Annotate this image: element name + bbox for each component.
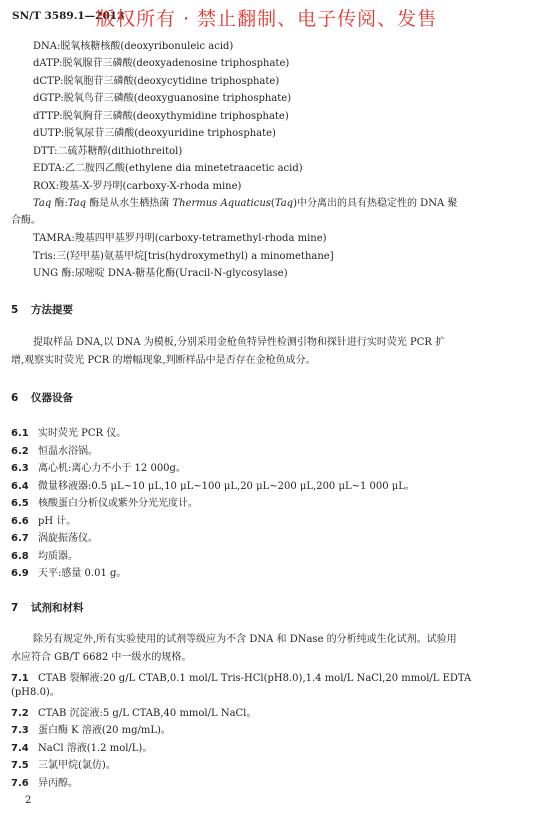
item-number: 7.6 xyxy=(11,778,29,789)
item-text: 蛋白酶 K 溶液(20 mg/mL)。 xyxy=(38,725,171,736)
item-text: 异丙醇。 xyxy=(38,778,78,789)
item-number: 6.7 xyxy=(11,533,29,544)
item-number: 6.8 xyxy=(11,551,29,562)
abbreviation-item: TAMRA:羧基四甲基罗丹明(carboxy-tetramethyl-rhoda mine) xyxy=(33,233,327,244)
list-item xyxy=(11,442,98,457)
item-text: 天平:感量 0.01 g。 xyxy=(38,568,127,579)
list-item xyxy=(11,494,198,509)
item-text: 实时荧光 PCR 仪。 xyxy=(38,428,127,439)
section-title: 方法提要 xyxy=(31,304,73,316)
abbreviation-item: DNA:脱氧核糖核酸(deoxyribonuleic acid) xyxy=(33,41,234,52)
item-text: 均质器。 xyxy=(38,551,78,562)
item-number: 7.1 xyxy=(11,673,29,684)
item-number: 7.5 xyxy=(11,760,29,771)
item-number: 6.6 xyxy=(11,516,29,527)
item-text: pH 计。 xyxy=(38,516,77,527)
paragraph-line: 水应符合 GB/T 6682 中一级水的规格。 xyxy=(11,652,192,663)
item-number: 6.2 xyxy=(11,446,29,457)
section-title: 仪器设备 xyxy=(31,392,73,404)
item-number: 7.3 xyxy=(11,725,29,736)
item-text: CTAB 裂解液:20 g/L CTAB,0.1 mol/L Tris-HCl(pH8.0),1.4 mol/L NaCl,20 mmol/L EDTA xyxy=(38,673,472,684)
abbreviation-item: ROX:羧基-X-罗丹明(carboxy-X-rhoda mine) xyxy=(33,181,242,192)
page-number: 2 xyxy=(25,795,32,806)
item-number: 6.3 xyxy=(11,463,29,474)
taq-text: )中分离出的具有热稳定性的 DNA 聚 xyxy=(293,198,458,209)
copyright-watermark: 版权所有 · 禁止翻制、电子传阅、发售 xyxy=(96,8,438,30)
taq-text: ( xyxy=(270,198,275,209)
list-item xyxy=(11,512,76,527)
section-title: 试剂和材料 xyxy=(31,602,84,614)
abbreviation-item: Tris:三(羟甲基)氨基甲烷[tris(hydroxymethyl) a minomethane] xyxy=(33,251,334,262)
item-text: CTAB 沉淀液:5 g/L CTAB,40 mmol/L NaCl。 xyxy=(38,708,257,719)
paragraph-line: 增,观察实时荧光 PCR 的增幅现象,判断样品中是否存在金枪鱼成分。 xyxy=(11,355,316,366)
species-name: Thermus Aquaticus xyxy=(172,198,271,209)
taq-text: 酶: xyxy=(51,198,68,209)
list-item xyxy=(11,704,256,719)
section-number: 5 xyxy=(11,304,19,316)
abbreviation-item: dCTP:脱氧胞苷三磷酸(deoxycytidine triphosphate) xyxy=(33,76,280,87)
item-text: 核酸蛋白分析仪或紫外分光光度计。 xyxy=(38,498,198,509)
abbreviation-item: dATP:脱氧腺苷三磷酸(deoxyadenosine triphosphate) xyxy=(33,58,290,69)
item-number: 6.4 xyxy=(11,481,29,492)
taq-term: Taq xyxy=(274,198,294,209)
item-number: 6.9 xyxy=(11,568,29,579)
section-heading xyxy=(11,302,73,317)
list-item xyxy=(11,756,116,771)
taq-text: 酶是从水生栖热菌 xyxy=(86,198,173,209)
item-text: NaCl 溶液(1.2 mol/L)。 xyxy=(38,743,153,754)
item-text: 离心机:离心力不小于 12 000g。 xyxy=(38,463,186,474)
item-number: 6.1 xyxy=(11,428,29,439)
list-item xyxy=(11,721,171,736)
paragraph-line: 提取样品 DNA,以 DNA 为模板,分别采用金枪鱼特异性检测引物和探针进行实时荧光 PCR 扩 xyxy=(33,337,446,348)
list-item xyxy=(11,547,78,562)
taq-definition xyxy=(33,197,457,210)
section-heading xyxy=(11,600,84,615)
list-item xyxy=(11,424,126,439)
abbreviation-item: DTT:二硫苏糖醇(dithiothreitol) xyxy=(33,146,183,157)
abbreviation-item: EDTA:乙二胺四乙酸(ethylene dia minetetraacetic acid) xyxy=(33,163,303,174)
item-number: 6.5 xyxy=(11,498,29,509)
list-item xyxy=(11,739,152,754)
standard-code: SN/T 3589.1—2013 xyxy=(12,10,125,22)
taq-term: Taq xyxy=(33,198,52,209)
item-text: 恒温水浴锅。 xyxy=(38,446,98,457)
list-item xyxy=(11,669,471,684)
paragraph-line: 除另有规定外,所有实验使用的试剂等级应为不含 DNA 和 DNase 的分析纯或生化试剂。试验用 xyxy=(33,634,457,645)
list-item xyxy=(11,774,78,789)
abbreviation-item: dUTP:脱氧尿苷三磷酸(deoxyuridine triphosphate) xyxy=(33,128,276,139)
abbreviation-item: dTTP:脱氧胸苷三磷酸(deoxythymidine triphosphate) xyxy=(33,111,289,122)
abbreviation-item: dGTP:脱氧鸟苷三磷酸(deoxyguanosine triphosphate) xyxy=(33,93,292,104)
item-text: 微量移液器:0.5 μL~10 μL,10 μL~100 μL,20 μL~200 μL,200 μL~1 000 μL。 xyxy=(38,481,415,492)
abbreviation-item: UNG 酶:尿嘧啶 DNA-糖基化酶(Uracil-N-glycosylase) xyxy=(33,268,288,279)
list-item xyxy=(11,459,186,474)
list-item xyxy=(11,564,126,579)
item-text: 三氯甲烷(氯仿)。 xyxy=(38,760,116,771)
section-heading xyxy=(11,390,73,405)
section-number: 6 xyxy=(11,392,19,404)
list-item xyxy=(11,477,415,492)
list-item xyxy=(11,529,98,544)
item-text-continued: (pH8.0)。 xyxy=(11,687,60,698)
taq-term: Taq xyxy=(67,198,87,209)
section-number: 7 xyxy=(11,602,19,614)
item-text: 涡旋振荡仪。 xyxy=(38,533,98,544)
item-number: 7.2 xyxy=(11,708,29,719)
taq-definition-continued: 合酶。 xyxy=(11,215,41,226)
item-number: 7.4 xyxy=(11,743,29,754)
